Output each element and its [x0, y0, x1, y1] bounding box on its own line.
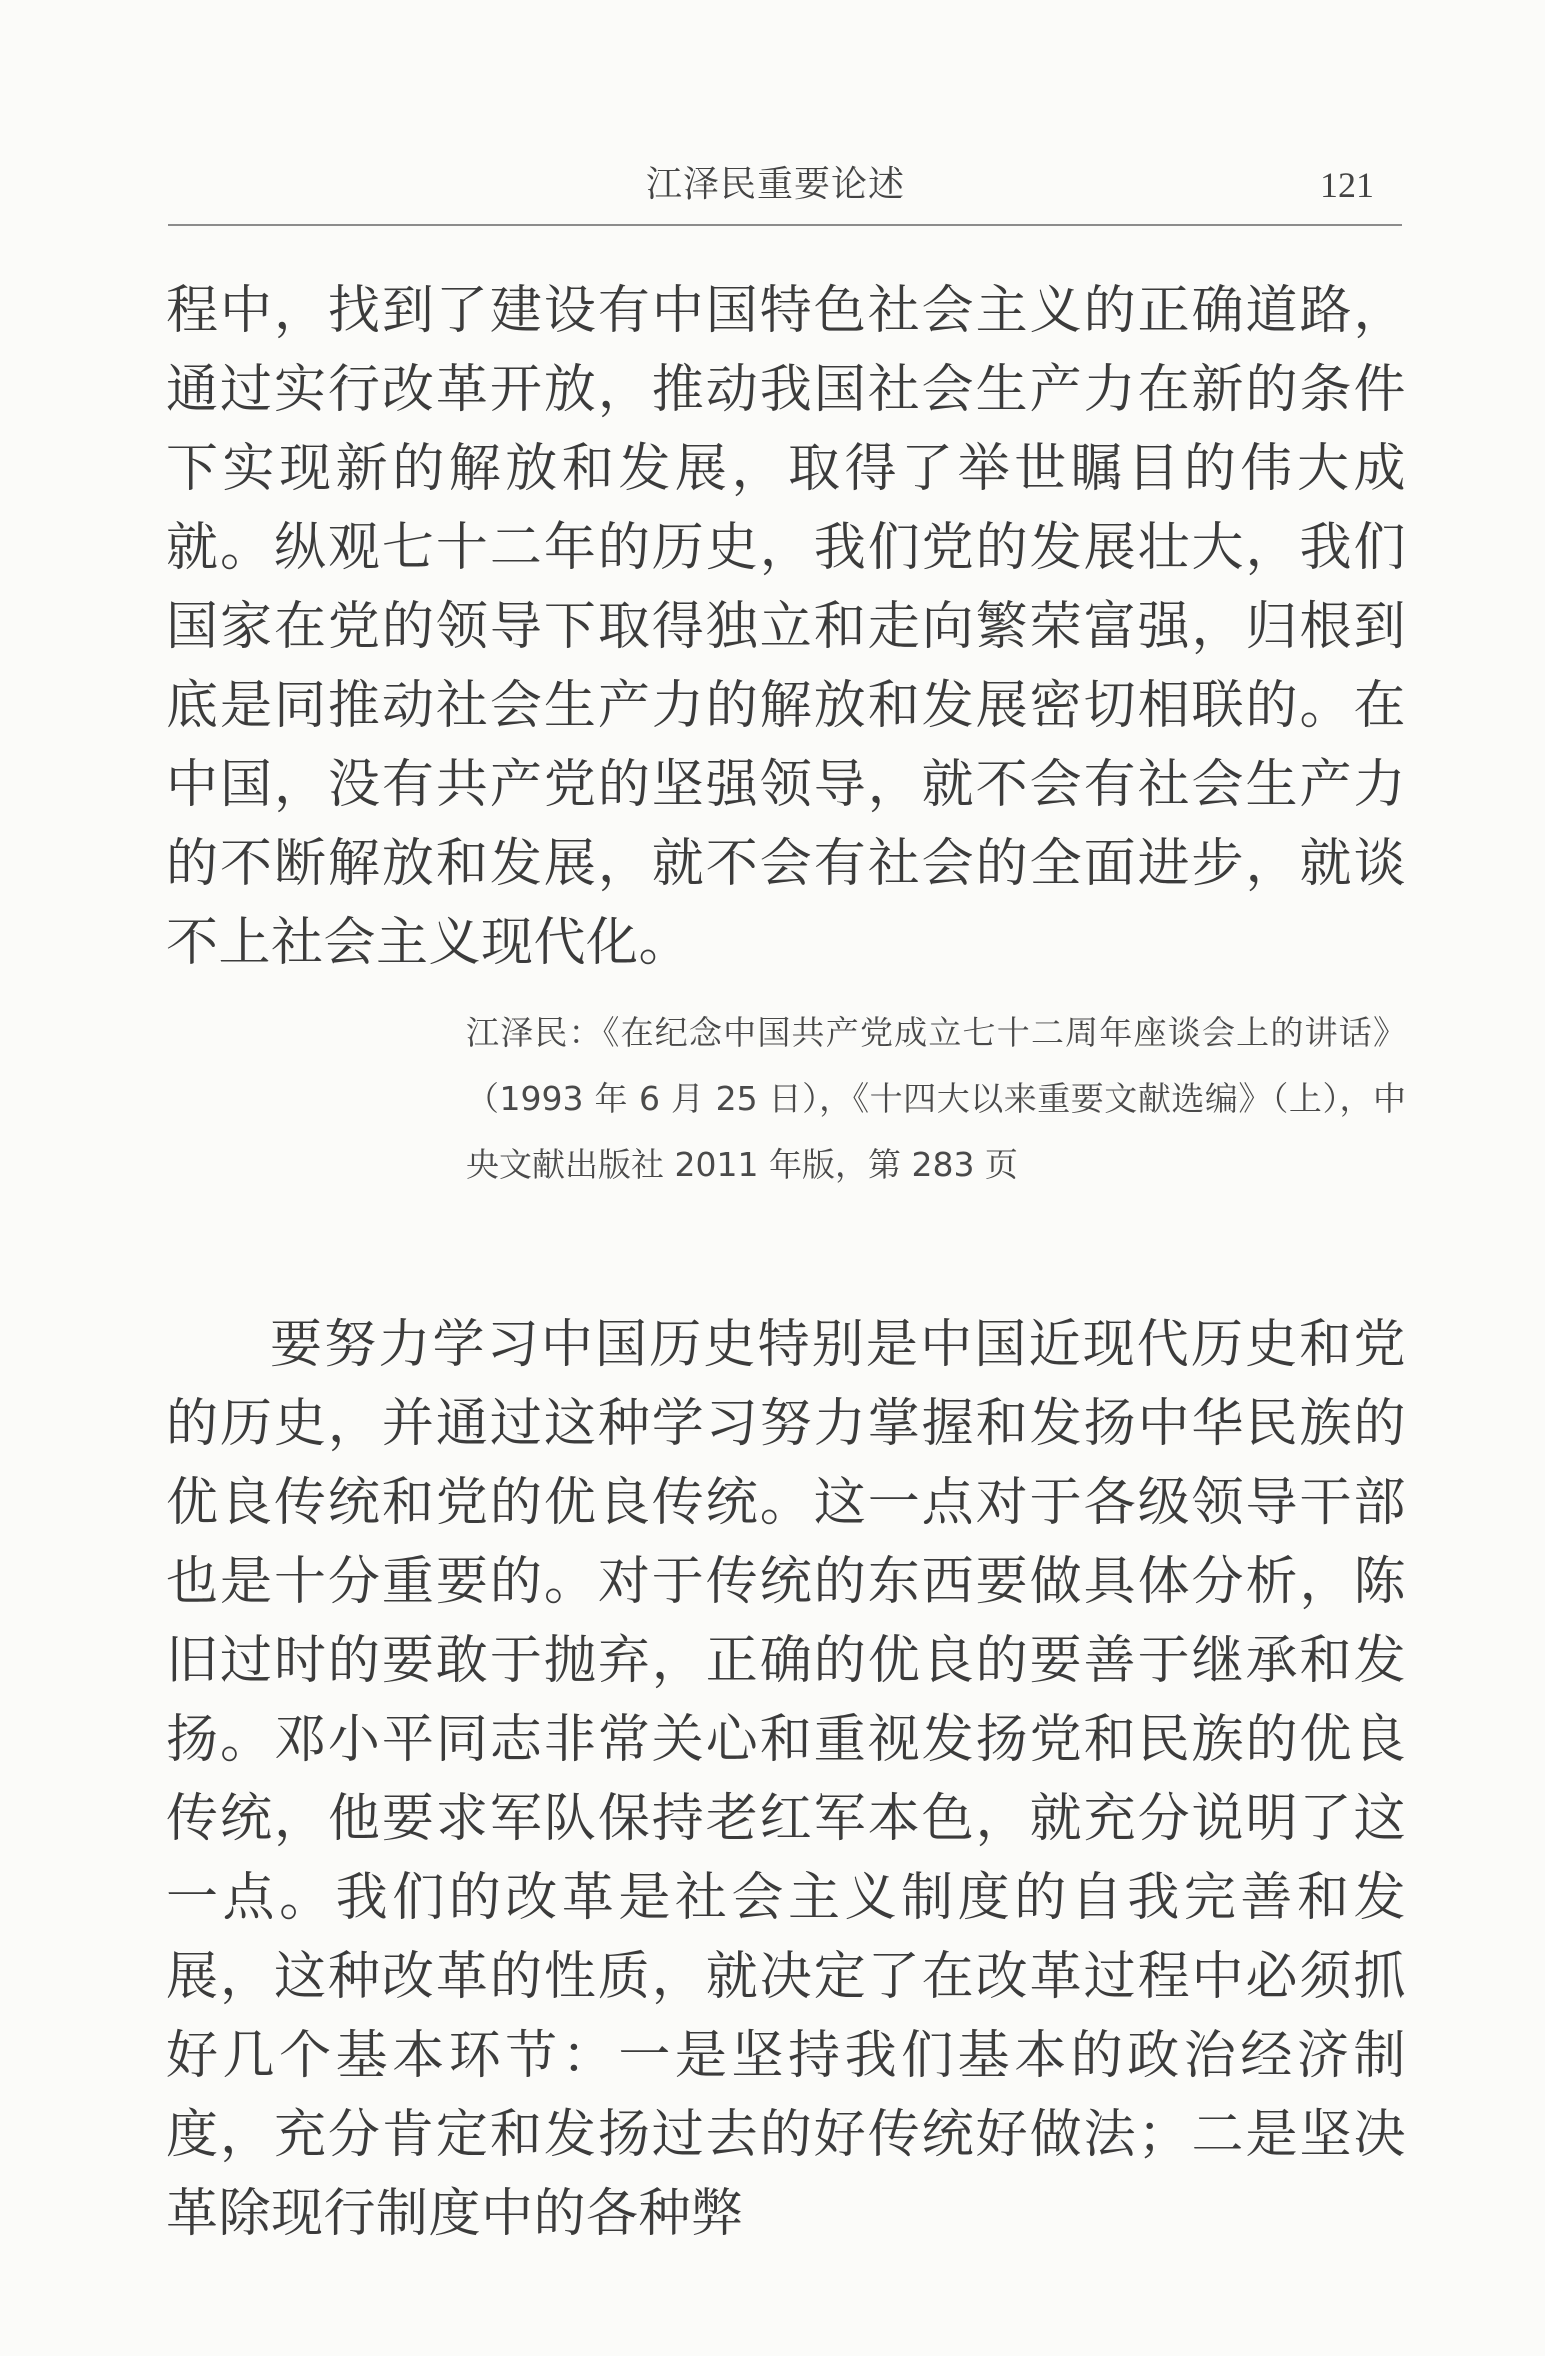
paragraph-1: 程中，找到了建设有中国特色社会主义的正确道路，通过实行改革开放，推动我国社会生产力在新的条件下实现新的解放和发展，取得了举世瞩目的伟大成就。纵观七十二年的历史，我们党的发展壮大，我们国家在党的领导下取得独立和走向繁荣富强，归根到底是同推动社会生产力的解放和发展密切相联的。在中国，没有共产党的坚强领导，就不会有社会生产力的不断解放和发展，就不会有社会的全面进步，就谈不上社会主义现代化。 [166, 281, 1406, 973]
source-citation: 江泽民：《在纪念中国共产党成立七十二周年座谈会上的讲话》（1993 年 6 月 25 日），《十四大以来重要文献选编》（上），中央文献出版社 2011 年版，第 283 页 [466, 1013, 1406, 1184]
running-header [168, 160, 1400, 216]
paragraph-2: 要努力学习中国历史特别是中国近现代历史和党的历史，并通过这种学习努力掌握和发扬中华民族的优良传统和党的优良传统。这一点对于各级领导干部也是十分重要的。对于传统的东西要做具体分析，陈旧过时的要敢于抛弃，正确的优良的要善于继承和发扬。邓小平同志非常关心和重视发扬党和民族的优良传统，他要求军队保持老红军本色，就充分说明了这一点。我们的改革是社会主义制度的自我完善和发展，这种改革的性质，就决定了在改革过程中必须抓好几个基本环节：一是坚持我们基本的政治经济制度，充分肯定和发扬过去的好传统好做法；二是坚决革除现行制度中的各种弊 [166, 1315, 1406, 2244]
header-rule [168, 224, 1402, 226]
page-number: 121 [1320, 165, 1374, 205]
running-title: 江泽民重要论述 [646, 164, 906, 205]
